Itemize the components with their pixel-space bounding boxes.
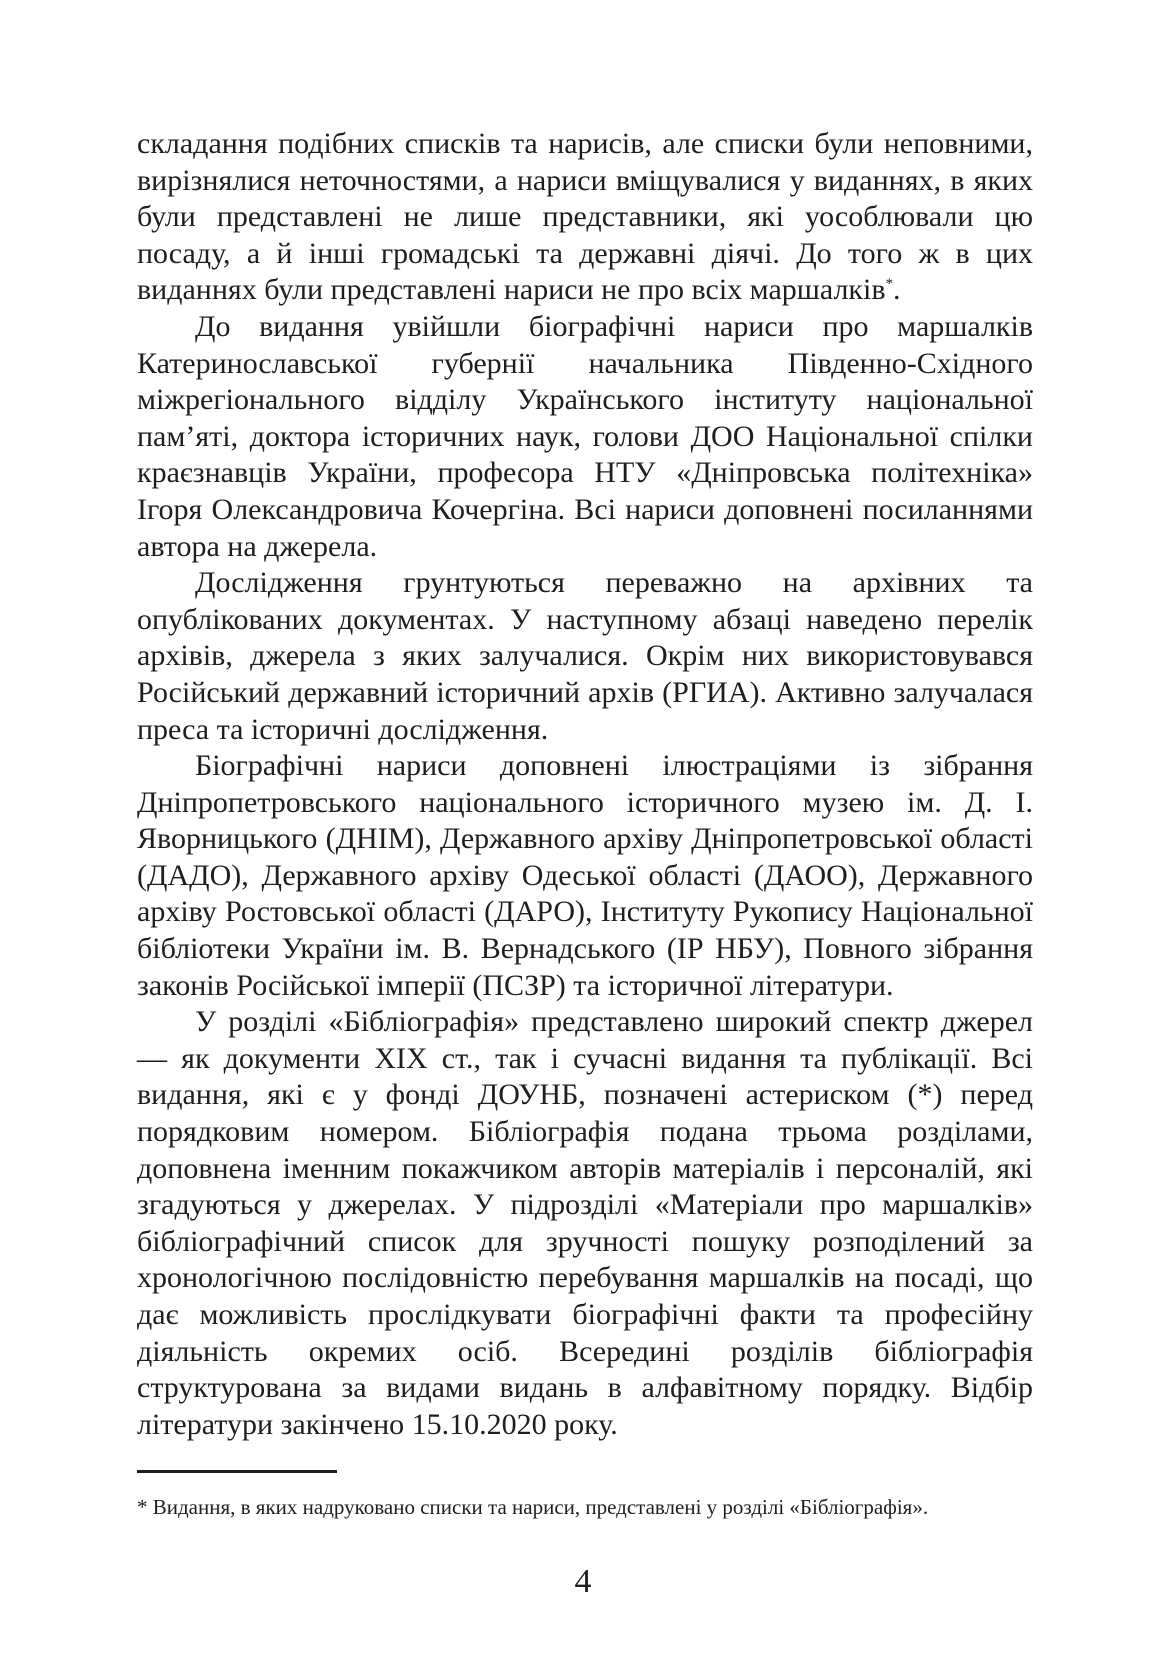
page-body (137, 126, 1033, 1443)
paragraph-bibliography: У розділі «Бібліографія» представлено широкий спектр джерел — як документи ХІХ ст., так і сучасні видання та публікації. Всі видання, які є у фонді ДОУНБ, позначені астериском (*) перед порядковим номером. Бібліографія подана трьома розділами, доповнена іменним покажчиком авторів матеріалів і персоналій, які згадуються у джерелах. У підрозділі «Матеріали про маршалків» бібліографічний список для зручності пошуку розподілений за хронологічною послідовністю перебування маршалків на посаді, що дає можливість прослідкувати біографічні факти та професійну діяльність окремих осіб. Всередині розділів бібліографія структурована за видами видань в алфавітному порядку. Відбір літератури закінчено 15.10.2020 року. (137, 1005, 1033, 1441)
paragraph-trailing-punctuation: . (893, 273, 901, 307)
paragraph-continuation (137, 126, 1033, 309)
paragraph-text: складання подібних списків та нарисів, але списки були неповними, вирізнялися неточностями, а нариси вміщувалися у виданнях, в яких були представлені не лише представники, які уособлювали цю посаду, а й інші громадські та державні діячі. До того ж в цих виданнях були представлені нариси не про всіх маршалків (137, 127, 1033, 307)
paragraph-contents-description: До видання увійшли біографічні нариси про маршалків Катеринославської губернії начальника Південно-Східного міжрегіонального відділу Українського інституту національної пам’яті, доктора історичних наук, голови ДОО Національної спілки краєзнавців України, професора НТУ «Дніпровська політехніка» Ігоря Олександровича Кочергіна. Всі нариси доповнені посиланнями автора на джерела. (137, 309, 1033, 563)
paragraph-illustrations: Біографічні нариси доповнені ілюстраціями із зібрання Дніпропетровського національного історичного музею ім. Д. І. Яворницького (ДНІМ), Державного архіву Дніпропетровської області (ДАДО), Державного архіву Одеської області (ДАОО), Державного архіву Ростовської області (ДАРО), Інституту Рукопису Національної бібліотеки України ім. В. Вернадського (ІР НБУ), Повного зібрання законів Російської імперії (ПСЗР) та історичної літератури. (137, 749, 1033, 1002)
footnote: * Видання, в яких надруковано списки та нариси, представлені у розділі «Бібліографія». (137, 1495, 929, 1519)
footnote-divider (137, 1470, 337, 1473)
footnote-marker: * (885, 276, 894, 293)
paragraph-sources: Дослідження грунтуються переважно на архівних та опублікованих документах. У наступному абзаці наведено перелік архівів, джерела з яких залучалися. Окрім них використовувався Російський державний історичний архів (РГИА). Активно залучалася преса та історичні дослідження. (137, 566, 1033, 746)
page-number: 4 (574, 1563, 592, 1600)
